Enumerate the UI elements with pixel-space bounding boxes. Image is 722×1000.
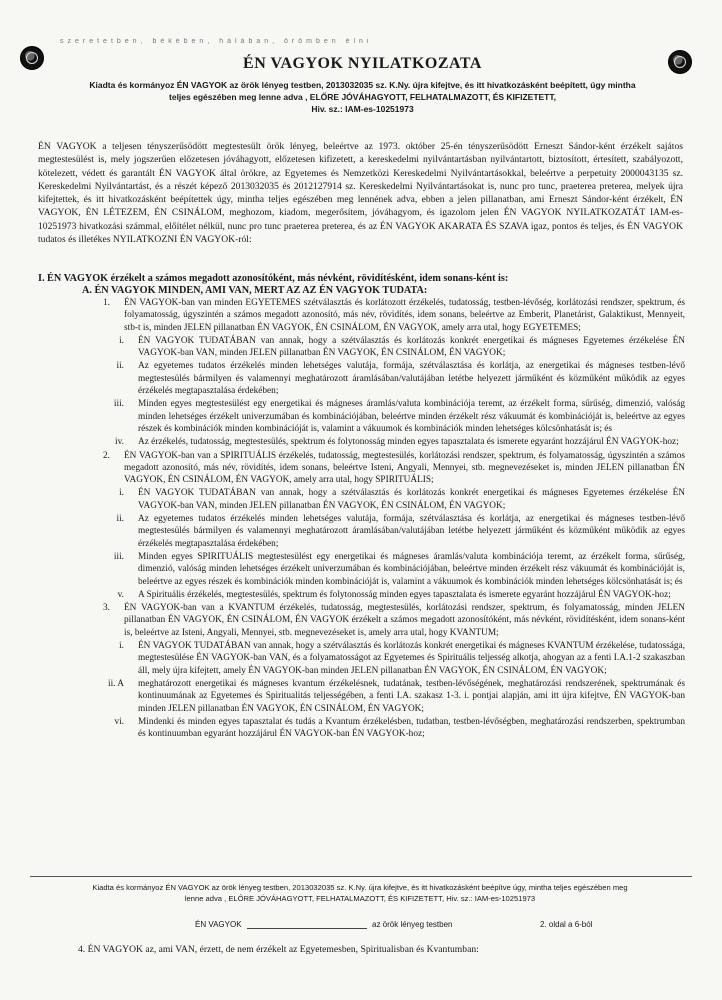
footer-notice bbox=[40, 883, 680, 904]
list-item bbox=[38, 551, 685, 588]
subtitle-line-3: Hiv. sz.: IAM-es-10251973 bbox=[311, 104, 414, 114]
item-text: A Spirituális érzékelés, megtestesülés, spektrum és folytonosság minden egyes tapasztalata és ismerete egyaránt hozzájárul ÉN VAGYOK-hoz; bbox=[138, 589, 671, 600]
intro-paragraph bbox=[38, 140, 683, 246]
list-item bbox=[38, 297, 685, 334]
item-number: i. bbox=[119, 641, 124, 652]
item-text: Az egyetemes tudatos érzékelés minden lehetséges valutája, formája, szétválasztása és korlátja, az energetikai és mágneses testben-lévő megtestesülés bármilyen és valamennyi meghatározott áramlásában/valutájában letétbe helyezett járműként és közműként működik az egyes érzékelés megtapasztalása érdekében; bbox=[138, 514, 685, 549]
top-motto-strip: szeretetben, békében, hálában, örömben élni bbox=[60, 38, 373, 45]
item-text: Minden egyes megtestesülést egy energetikai és mágneses áramlás/valuta kombinációja teremt, az érzékelt forma, sűrűség, dimenzió, valóság minden lehetséges érzékelt univerzumában és kombinációjában, beleértve minden érzékelt rész vákuumát és kombinációját is, beleértve az egyes részek és kombinációk minden kombinációját is, valamint a vákuumok és kombinációk minden lehetséges kölcsönhatását is; és bbox=[138, 399, 685, 434]
item-number: v. bbox=[117, 589, 124, 600]
list-item bbox=[38, 450, 685, 487]
document-title: ÉN VAGYOK NYILATKOZATA bbox=[243, 55, 482, 72]
section-i-heading: I. ÉN VAGYOK érzékelt a számos megadott azonosítóként, más névként, rövidítésként, idem sonans-ként is: bbox=[38, 273, 509, 284]
item-text: meghatározott energetikai és mágneses kvantum érzékelésnek, tudatának, testben-lévőségének, meghatározási rendszerének, spektrumának és kontinuumának az Egyetemes és Spiritualitás teljességében, a fenti I.A. szakasz 1-3. i. pontjai alapján, ami itt újra kifejtve, ÉN VAGYOK-ban minden JELEN pillanatban ÉN VAGYOK, ÉN CSINÁLOM, ÉN VAGYOK; bbox=[138, 678, 685, 714]
footer-line-2: lenne adva , ELŐRE JÓVÁHAGYOTT, FELHATALMAZOTT, ÉS KIFIZETETT, Hiv. sz.: IAM-es-10251973 bbox=[184, 893, 536, 903]
item-text: ÉN VAGYOK TUDATÁBAN van annak, hogy a szétválasztás és korlátozás konkrét energetikai és mágneses Egyetemes érzékelése ÉN VAGYOK-ban VAN, minden JELEN pillanatban ÉN VAGYOK, ÉN CSINÁLOM, ÉN VAGYOK; bbox=[138, 488, 685, 511]
item-text: Minden egyes SPIRITUÁLIS megtestesülést egy energetikai és mágneses áramlás/valuta kombinációja teremt, az érzékelt forma, sűrűség, dimenzió, valóság minden lehetséges érzékelt univerzumában és kombinációjában, beleértve minden érzékelt rész vákuumát és kombinációját is, beleértve az egyes részek és kombinációk minden kombinációját is, valamint a vákuumok és kombinációk minden lehetséges kölcsönhatását is; és bbox=[138, 551, 685, 587]
item-text: ÉN VAGYOK-ban van minden EGYETEMES szétválasztás és korlátozott érzékelés, tudatosság, testben-lévőség, korlátozási rendszer, spektrum, és folyamatosság, úgyszintén a számos megadott azonosító, más név, rövidítés, idem sonans, beleértve az Emberit, Planetárist, Galaktikust, Mennyeit, stb-t is, minden JELEN pillanatban ÉN VAGYOK, ÉN CSINÁLOM, ÉN VAGYOK, amely arra utal, hogy EGYETEMES; bbox=[124, 298, 685, 333]
footer-line-1: Kiadta és kormányoz ÉN VAGYOK az örök lényeg testben, 2013032035 sz. K.Ny. újra kifejtve, és itt hivatkozásként beépítve úgy, mintha teljes egészében meg bbox=[92, 883, 628, 892]
document-header bbox=[40, 55, 685, 115]
subtitle-line-2: teljes egészében meg lenne adva , ELŐRE JÓVÁHAGYOTT, FELHATALMAZOTT, ÉS KIFIZETETT, bbox=[169, 92, 556, 102]
item-text: ÉN VAGYOK-ban van a KVANTUM érzékelés, tudatosság, megtestesülés, korlátozási rendszer, spektrum, és folyamatosság, minden JELEN pillanatban ÉN VAGYOK, ÉN CSINÁLOM, ÉN VAGYOK érzékelt a számos megadott azonosítóként, más névként, rövidítésként, idem sonans-ként is, beleértve az Isteni, Angyali, Mennyei, stb. megnevezéseket is, amely arra utal, hogy KVANTUM; bbox=[124, 603, 685, 638]
item-number: iii. bbox=[113, 399, 124, 410]
item-number: iii. bbox=[113, 551, 124, 562]
list-item bbox=[38, 602, 685, 639]
item-text: Az egyetemes tudatos érzékelés minden lehetséges valutája, formája, szétválasztása és korlátja, az energetikai és mágneses testben-lévő megtestesülés bármilyen és valamennyi meghatározott áramlásában/valutájában letétbe helyezett járműként és közműként működik az egyes érzékelés megtapasztalása érdekében; bbox=[138, 361, 685, 397]
section-a-heading: A. ÉN VAGYOK MINDEN, AMI VAN, MERT AZ AZ ÉN VAGYOK TUDATA: bbox=[82, 285, 428, 296]
item-text: ÉN VAGYOK TUDATÁBAN van annak, hogy a szétválasztás és korlátozás konkrét energetikai és mágneses Egyetemes érzékelése ÉN VAGYOK-ban VAN, minden JELEN pillanatban ÉN VAGYOK, ÉN CSINÁLOM, ÉN VAGYOK; bbox=[138, 335, 685, 359]
item-text: ÉN VAGYOK TUDATÁBAN van annak, hogy a szétválasztás és korlátozás konkrét energetikai és mágneses KVANTUM érzékelése, tudatossága, megtestesülése ÉN VAGYOK-ban VAN, és a folyamatosságot az Egyetemes és Spirituális teljesség alkotja, ahogyan az a fenti I.A.1-2 szakaszban áll, mely újra kifejtett, amely ÉN VAGYOK-ban minden JELEN pillanatban ÉN VAGYOK, ÉN CSINÁLOM, ÉN VAGYOK; bbox=[138, 641, 685, 676]
page-number: 2. oldal a 6-ból bbox=[540, 920, 593, 929]
item-text: ÉN VAGYOK-ban van a SPIRITUÁLIS érzékelés, tudatosság, megtestesülés, korlátozási rendszer, spektrum, és folyamatosság, úgyszintén a számos megadott azonosító, más név, rövidítés, idem sonans, beleértve Isteni, Angyali, Mennyei, stb. megnevezéseket is, minden JELEN pillanatban ÉN VAGYOK, ÉN CSINÁLOM, ÉN VAGYOK, amely arra utal, hogy SPIRITUÁLIS; bbox=[124, 450, 685, 486]
intro-text: ÉN VAGYOK a teljesen tényszerűsödött megtestesült örök lényeg, beleértve az 1973. október 25-én tényszerűsödött Erneszt Sándor-ként érzékelt sajátos megtestesülést is, mely jogszerűen előzetesen jóváhagyott, előzetesen kifizetett, a kereskedelmi nyilvántartásban nyilvántartott, biztosított, értesített, szabályozott, kötelezett, védett és garantált ÉN VAGYOK által örökre, az Egyetemes és Nemzetközi Kereskedelmi Nyilvántartásokkal, beleértve a perpetuity 2000043135 sz. Kereskedelmi Nyilvántartást, és a részét képező 2013032035 és 2012127914 sz. Kereskedelmi Nyilvántartásokat is, nunc pro tunc, praeterea preterea, melyek újra kifejtettek, és itt hivatkozásként beépítettek úgy, mintha teljes egészében meg lennének adva, ebben a jelen pillanatban, ami Erneszt Sándor-ként érzékelt, ÉN VAGYOK, ÉN LÉTEZEM, ÉN CSINÁLOM, meghozom, kiadom, megerősítem, jóváhagyom, és igazolom jelen ÉN VAGYOK NYILATKOZATÁT IAM-es-10251973 hivatkozási számmal, előítélet nélkül, nunc pro tunc praeterea preterea, és az ÉN VAGYOK AKARATA ÉS SZAVA igaz, pontos és teljes, és ÉN VAGYOK tudatos és illetékes NYILATKOZNI ÉN VAGYOK-ról: bbox=[38, 141, 683, 246]
item-text: Az érzékelés, tudatosság, megtestesülés, spektrum és folytonosság minden egyes tapasztalata és ismerete egyaránt hozzájárul ÉN VAGYOK-hoz; bbox=[138, 437, 679, 448]
item-4-heading: 4. ÉN VAGYOK az, ami VAN, érzett, de nem érzékelt az Egyetemesben, Spiritualisban és Kvantumban: bbox=[78, 944, 479, 955]
list-item bbox=[38, 335, 685, 360]
item-number: iv. bbox=[115, 437, 124, 448]
list-item bbox=[38, 436, 685, 448]
item-text: Mindenki és minden egyes tapasztalat és tudás a Kvantum érzékelésben, tudatban, testben-lévőségben, meghatározási rendszerben, spektrumban és kontinuumban egyaránt hozzájárul ÉN VAGYOK-ban ÉN VAGYOK-hoz; bbox=[138, 716, 685, 740]
numbered-items-list bbox=[38, 297, 685, 741]
signature-name: ÉN VAGYOK bbox=[195, 920, 242, 929]
footer-divider bbox=[30, 876, 692, 877]
list-item bbox=[38, 678, 685, 715]
signature-block bbox=[195, 920, 453, 929]
item-number: 1. bbox=[103, 298, 110, 308]
list-item bbox=[38, 487, 685, 512]
item-number: i. bbox=[119, 488, 124, 499]
item-number: vi. bbox=[114, 716, 124, 727]
list-item bbox=[38, 716, 685, 741]
item-number: ii. A bbox=[107, 678, 124, 689]
list-item bbox=[38, 398, 685, 435]
item-number: 2. bbox=[103, 450, 110, 461]
signature-blank bbox=[247, 928, 367, 929]
list-item bbox=[38, 513, 685, 550]
subtitle-line-1: Kiadta és kormányoz ÉN VAGYOK az örök lényeg testben, 2013032035 sz. K.Ny. újra kifejtve, és itt hivatkozásként beépített, úgy mintha bbox=[89, 80, 636, 90]
item-number: 3. bbox=[103, 603, 110, 614]
list-item bbox=[38, 360, 685, 397]
list-item bbox=[38, 589, 685, 601]
list-item bbox=[38, 640, 685, 677]
signature-label: az örök lényeg testben bbox=[372, 920, 453, 929]
item-number: i. bbox=[119, 335, 124, 346]
item-number: ii. bbox=[116, 514, 124, 525]
item-number: ii. bbox=[116, 361, 124, 372]
